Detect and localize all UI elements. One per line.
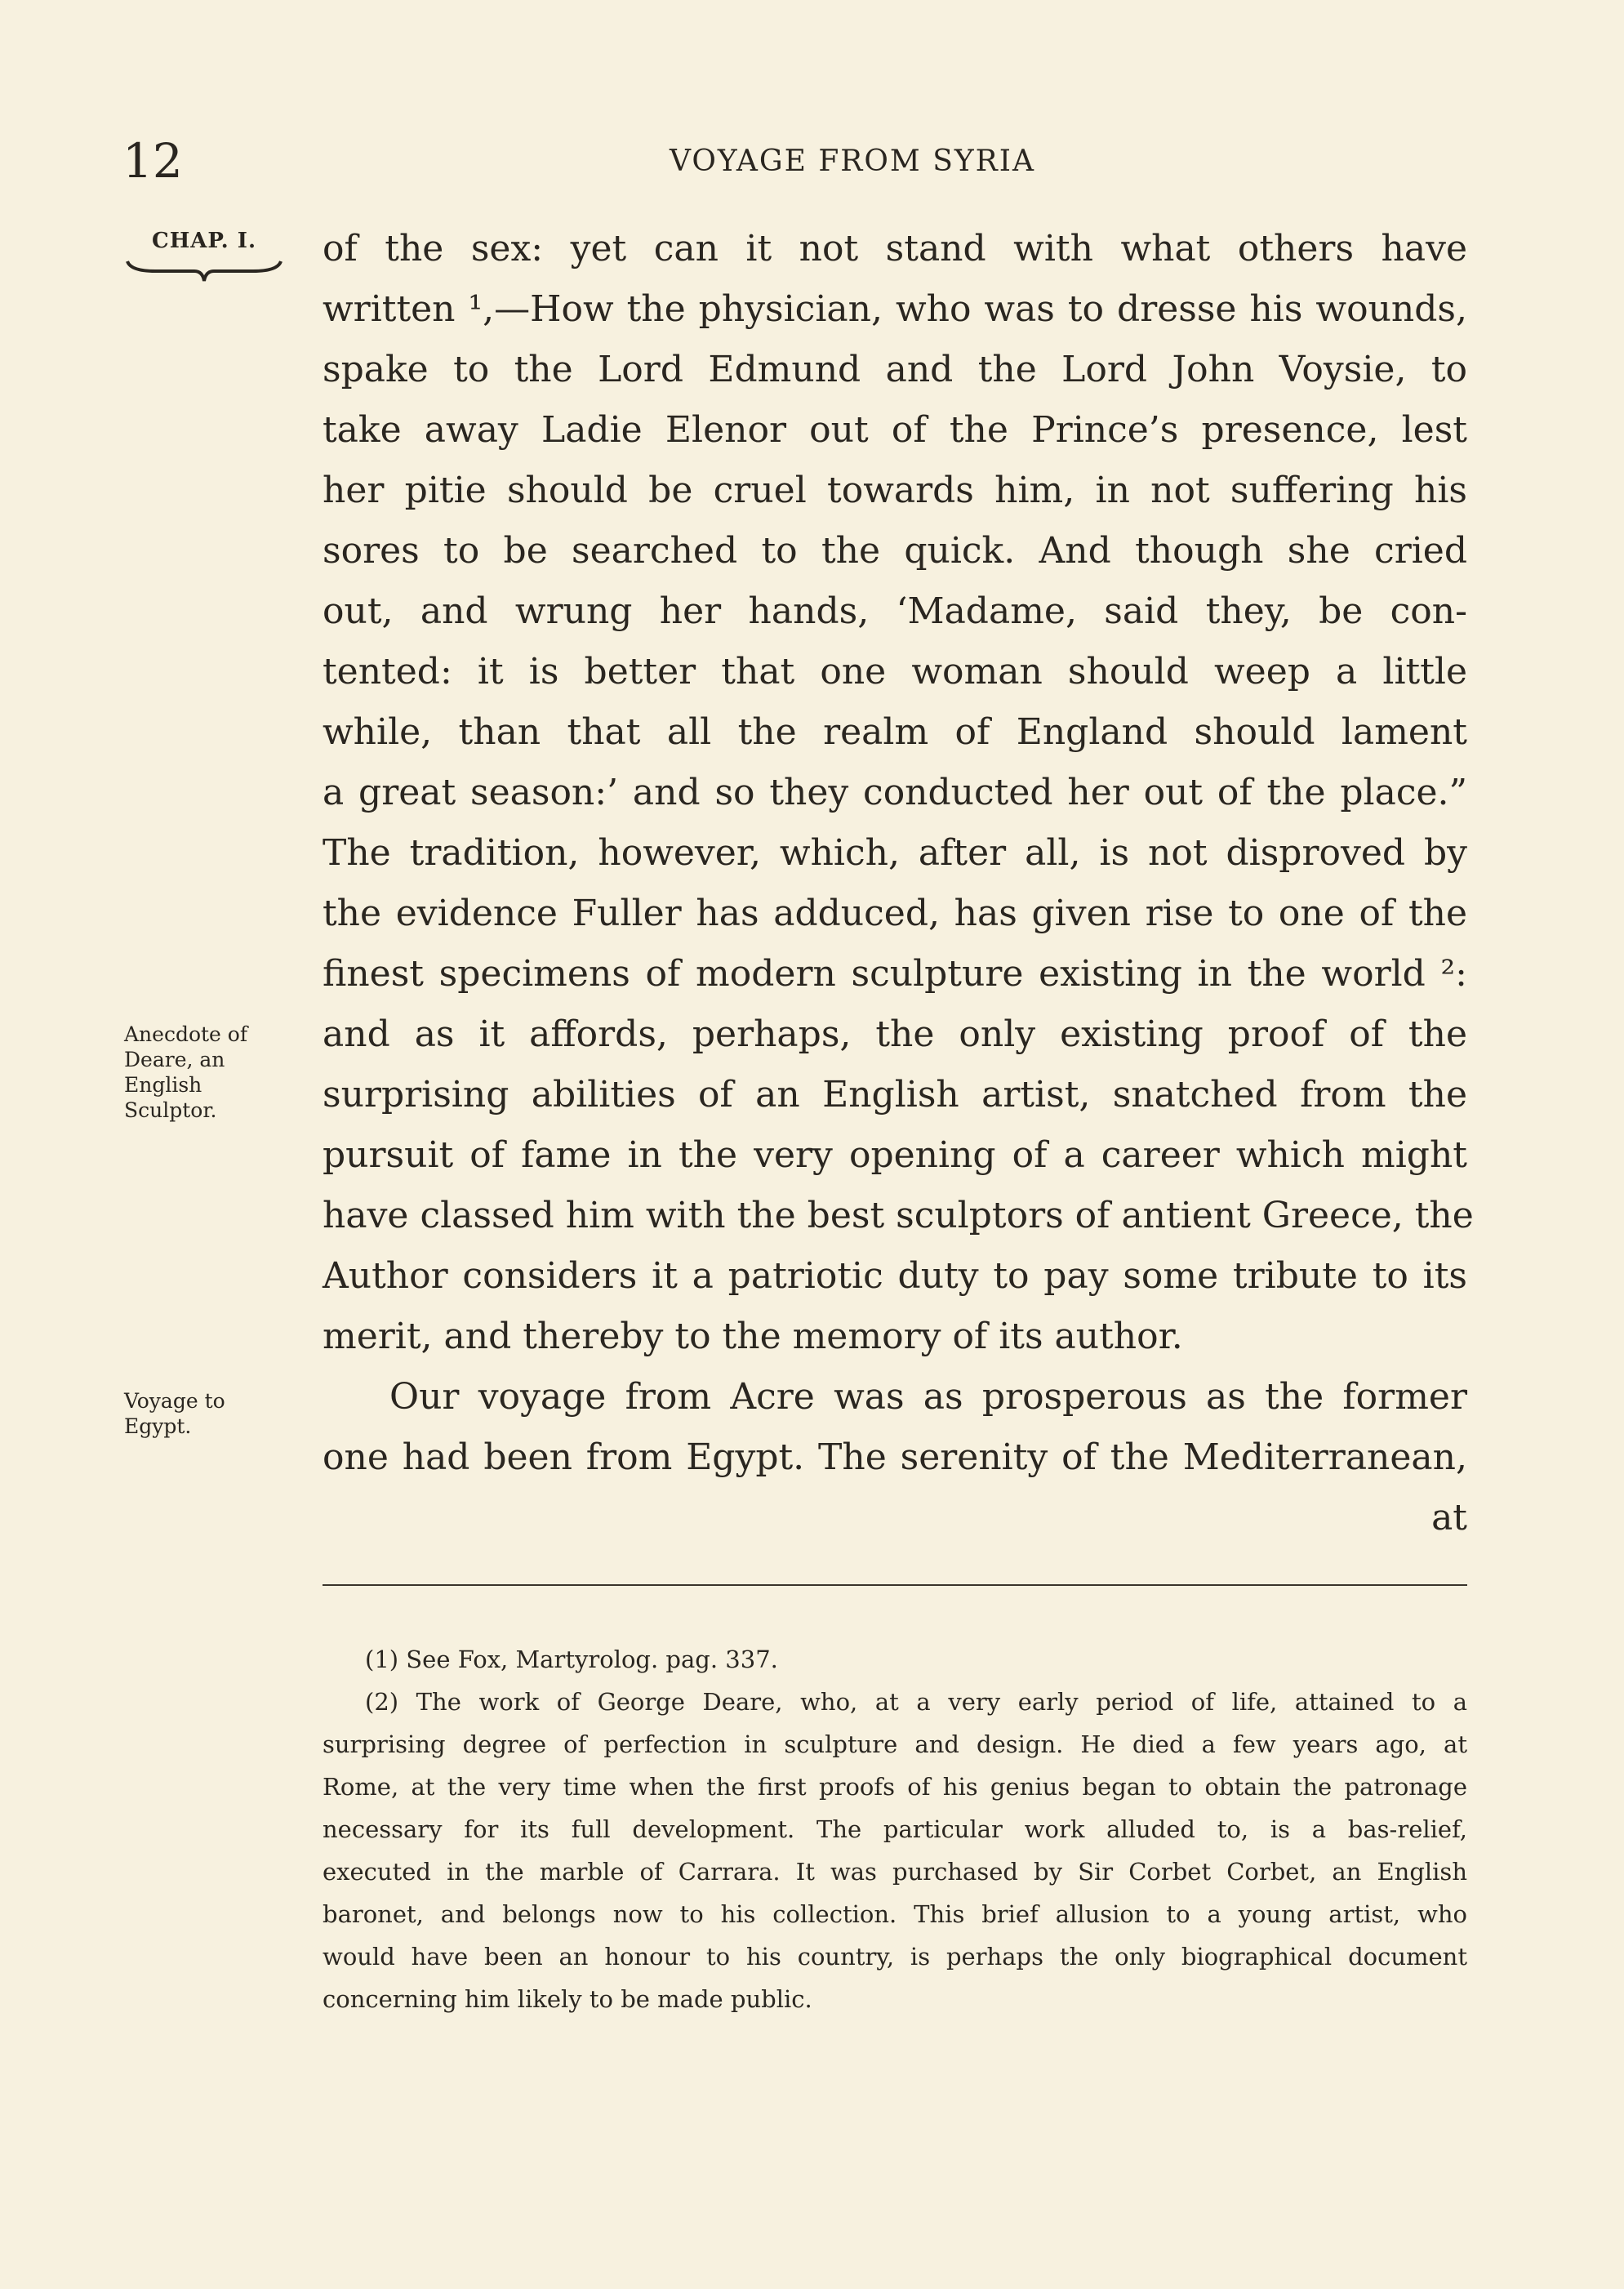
text-line: pursuit of fame in the very opening of a career which might (323, 1134, 1467, 1176)
footnote-rule (323, 1584, 1467, 1586)
text-line: and as it affords, perhaps, the only existing proof of the (323, 1013, 1467, 1055)
chapter-label: CHAP. I. (152, 229, 256, 253)
text-line: the evidence Fuller has adduced, has given rise to one of the (323, 893, 1467, 934)
text-line: one had been from Egypt. The serenity of the Mediterranean, (323, 1436, 1467, 1478)
side-note-line: Egypt. (124, 1414, 192, 1438)
text-line: Our voyage from Acre was as prosperous as the former (389, 1376, 1467, 1418)
text-line: spake to the Lord Edmund and the Lord John Voysie, to (323, 349, 1467, 390)
main-text (323, 219, 1474, 1548)
text-line: Author considers it a patriotic duty to pay some tribute to its (323, 1255, 1467, 1297)
footnotes (323, 1638, 1467, 2020)
footnote-line: would have been an honour to his country, is perhaps the only biographical document (323, 1943, 1467, 1971)
side-note-line: Anecdote of (124, 1022, 248, 1046)
side-note-line: Deare, an (124, 1048, 225, 1071)
side-note-line: English (124, 1073, 202, 1097)
footnote-line: (1) See Fox, Martyrolog. pag. 337. (365, 1645, 778, 1673)
text-line: tented: it is better that one woman should weep a little (323, 651, 1467, 692)
text-line: her pitie should be cruel towards him, in not suffering his (323, 470, 1467, 511)
footnote-line: necessary for its full development. The particular work alluded to, is a bas-relief, (323, 1815, 1467, 1843)
chapter-brace-icon (122, 253, 286, 289)
footnote-line: surprising degree of perfection in sculpture and design. He died a few years ago, at (323, 1730, 1467, 1758)
footnote-line: (2) The work of George Deare, who, at a very early period of life, attained to a (365, 1688, 1467, 1716)
text-line: a great season:’ and so they conducted her out of the place.” (323, 772, 1467, 813)
side-note-line: Sculptor. (124, 1098, 217, 1122)
running-title: VOYAGE FROM SYRIA (670, 145, 1035, 178)
text-line: out, and wrung her hands, ‘Madame, said they, be con- (323, 590, 1467, 632)
text-line: finest specimens of modern sculpture existing in the world ²: (323, 953, 1467, 995)
text-line: sores to be searched to the quick. And though she cried (323, 530, 1467, 572)
catchword: at (1431, 1497, 1467, 1539)
side-note-voyage (124, 1388, 287, 1439)
side-note-deare (124, 1022, 287, 1123)
text-line: have classed him with the best sculptors of antient Greece, the (323, 1195, 1474, 1236)
text-line: take away Ladie Elenor out of the Prince’s presence, lest (323, 409, 1467, 451)
page-number: 12 (122, 133, 183, 189)
footnote-line: baronet, and belongs now to his collection. This brief allusion to a young artist, who (323, 1900, 1467, 1928)
chapter-marker (122, 229, 286, 289)
footnote-line: Rome, at the very time when the first proofs of his genius began to obtain the patronage (323, 1773, 1467, 1801)
text-line: of the sex: yet can it not stand with what others have (323, 228, 1467, 269)
footnote-line: executed in the marble of Carrara. It was purchased by Sir Corbet Corbet, an English (323, 1858, 1467, 1886)
side-note-line: Voyage to (124, 1389, 225, 1413)
text-line: while, than that all the realm of England should lament (323, 711, 1467, 753)
text-line: written ¹,—How the physician, who was to dresse his wounds, (323, 288, 1467, 330)
footnote-line: concerning him likely to be made public. (323, 1985, 812, 2013)
text-line: surprising abilities of an English artist, snatched from the (323, 1074, 1467, 1116)
text-line: merit, and thereby to the memory of its author. (323, 1316, 1183, 1357)
text-line: The tradition, however, which, after all, is not disproved by (323, 832, 1467, 874)
